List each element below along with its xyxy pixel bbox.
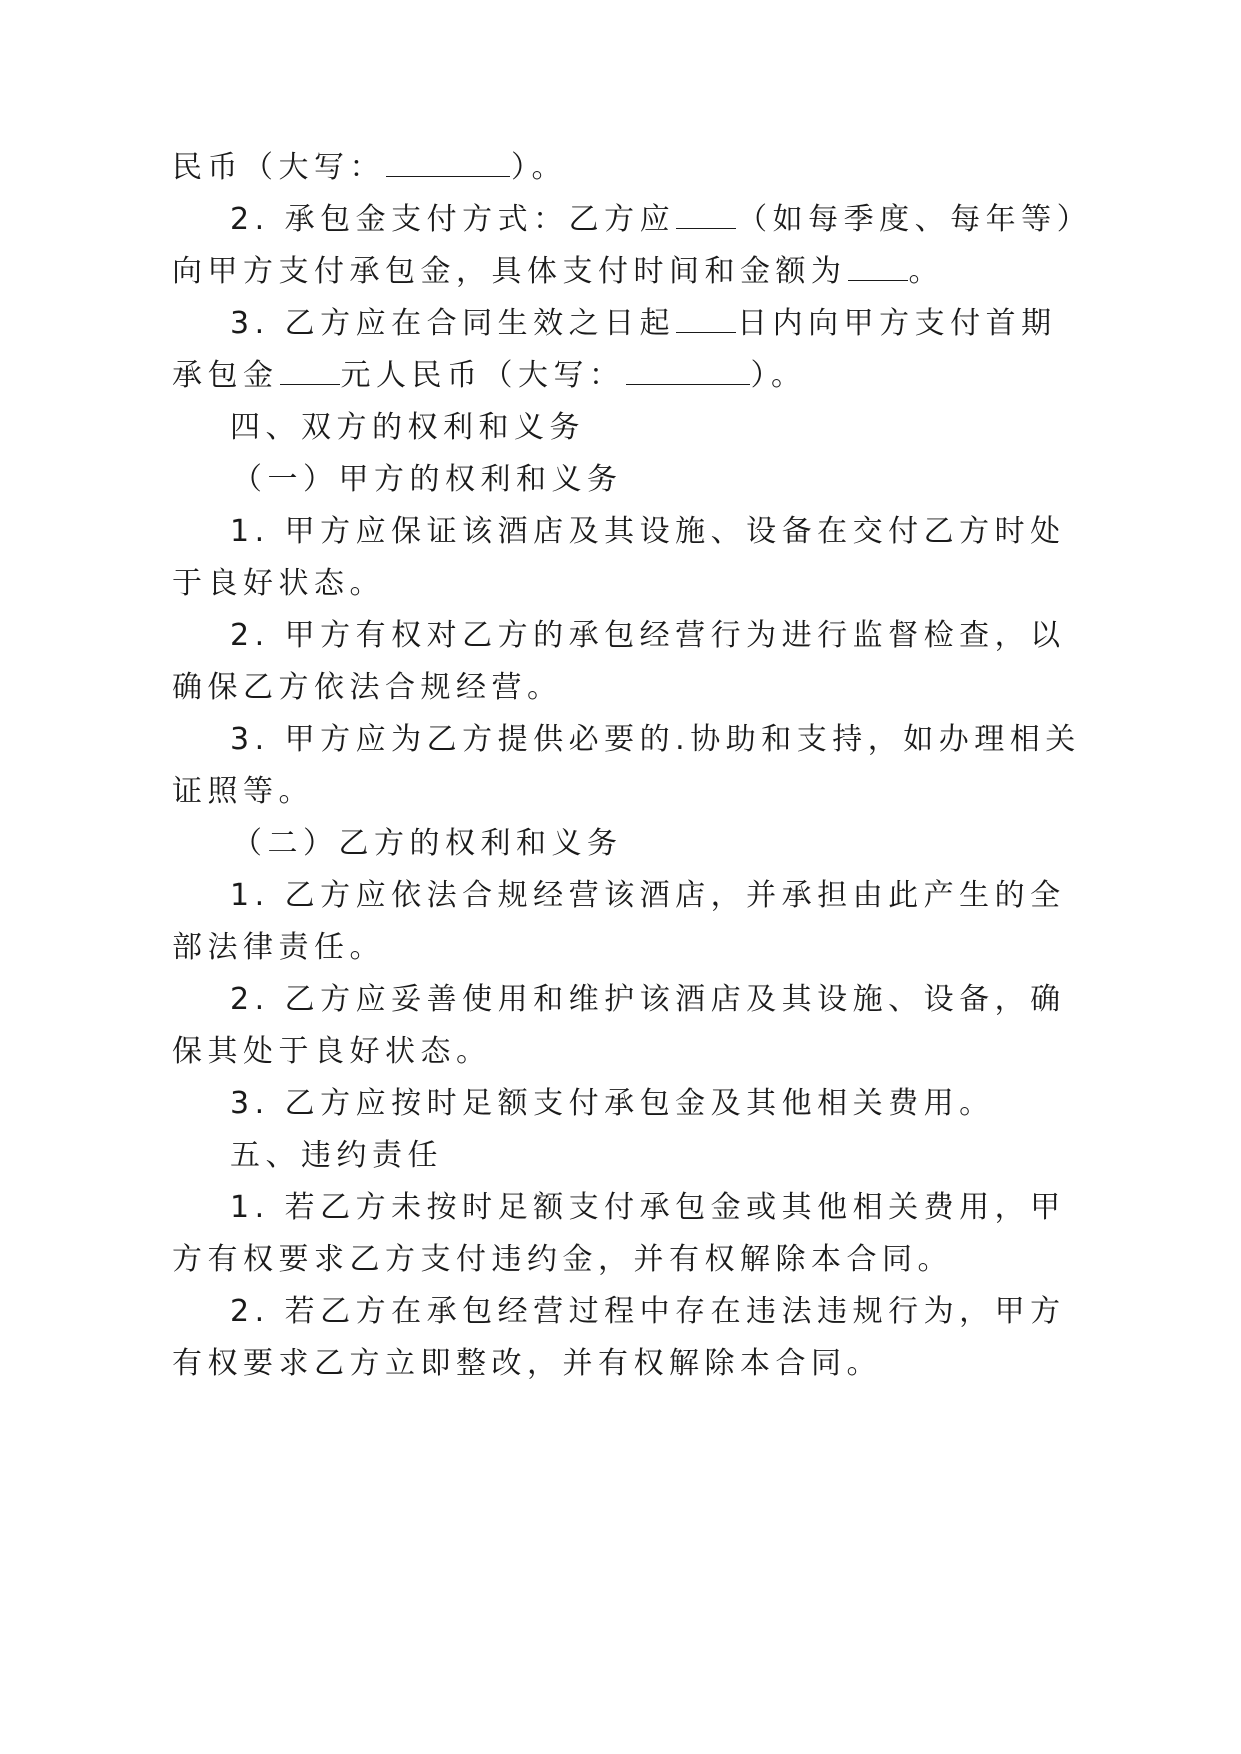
text-line: 保其处于良好状态。 <box>172 1034 492 1069</box>
subsection-heading: （一）甲方的权利和义务 <box>232 462 623 497</box>
fill-blank <box>676 206 736 229</box>
text-line: 确保乙方依法合规经营。 <box>172 670 563 705</box>
text-line: 证照等。 <box>172 774 314 809</box>
fill-blank <box>676 310 736 333</box>
text-line: 2. 若乙方在承包经营过程中存在违法违规行为，甲方 <box>230 1294 1066 1329</box>
section-heading: 四、双方的权利和义务 <box>230 410 585 445</box>
fill-blank <box>386 154 510 177</box>
section-heading: 五、违约责任 <box>230 1138 443 1173</box>
text-line: 方有权要求乙方支付违约金，并有权解除本合同。 <box>172 1242 953 1277</box>
text-line: 有权要求乙方立即整改，并有权解除本合同。 <box>172 1346 882 1381</box>
fill-blank <box>848 258 908 281</box>
text-line: 承包金 元人民币（大写： ）。 <box>172 358 807 393</box>
text-line: 1. 甲方应保证该酒店及其设施、设备在交付乙方时处 <box>230 514 1066 549</box>
text-line: 于良好状态。 <box>172 566 385 601</box>
text-line: 部法律责任。 <box>172 930 385 965</box>
text-line: 3. 甲方应为乙方提供必要的.协助和支持，如办理相关 <box>230 722 1081 757</box>
text-line: 向甲方支付承包金，具体支付时间和金额为 。 <box>172 254 944 289</box>
text-line: 3. 乙方应在合同生效之日起 日内向甲方支付首期 <box>230 306 1057 341</box>
text-line: 1. 若乙方未按时足额支付承包金或其他相关费用，甲 <box>230 1190 1066 1225</box>
fill-blank <box>280 362 340 385</box>
subsection-heading: （二）乙方的权利和义务 <box>232 826 623 861</box>
fill-blank <box>626 362 750 385</box>
text-line: 2. 甲方有权对乙方的承包经营行为进行监督检查，以 <box>230 618 1066 653</box>
text-line: 2. 承包金支付方式：乙方应 （如每季度、每年等） <box>230 202 1093 237</box>
text-line: 1. 乙方应依法合规经营该酒店，并承担由此产生的全 <box>230 878 1066 913</box>
text-line: 3. 乙方应按时足额支付承包金及其他相关费用。 <box>230 1086 995 1121</box>
text-line: 2. 乙方应妥善使用和维护该酒店及其设施、设备，确 <box>230 982 1066 1017</box>
text-line: 民币（大写： ）。 <box>172 150 567 185</box>
